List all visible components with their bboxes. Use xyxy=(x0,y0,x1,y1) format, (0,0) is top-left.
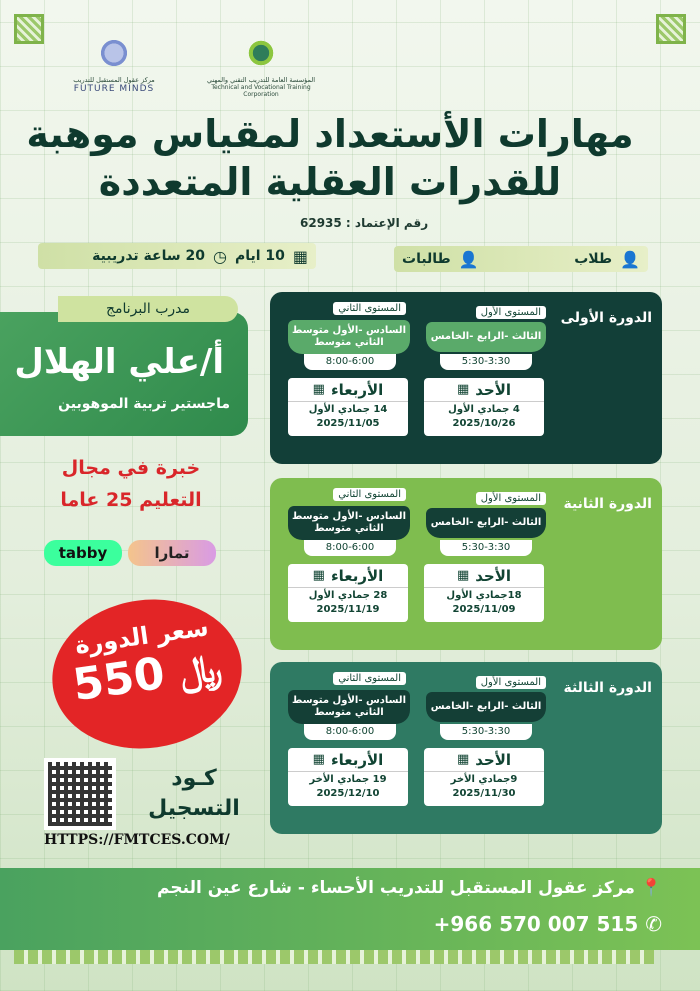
day-1-gregorian: 2025/11/09 xyxy=(452,604,516,615)
clock-icon: ◷ xyxy=(212,246,227,266)
price-label: سعر الدورة xyxy=(73,613,211,660)
day-2-name: الأربعاء xyxy=(330,750,384,769)
brain-icon xyxy=(95,34,133,72)
day-1-box xyxy=(424,748,544,806)
whatsapp-icon: ✆ xyxy=(645,912,662,936)
registration-line-1: كـود xyxy=(171,766,217,791)
hours-count: 20 ساعة تدريبية xyxy=(92,248,205,264)
level-1-grades: الثالث -الرابع -الخامس xyxy=(426,692,546,722)
trainer-name: أ/علي الهلال xyxy=(14,342,224,382)
day-1-header xyxy=(424,748,544,772)
title-line-2: للقدرات العقلية المتعددة xyxy=(98,160,562,204)
day-1-header xyxy=(424,564,544,588)
students-female: طالبات xyxy=(402,251,451,267)
tvtc-emblem-icon xyxy=(242,34,280,72)
phone-number: +966 570 007 515 xyxy=(433,912,639,936)
day-2-box xyxy=(288,748,408,806)
day-2-box xyxy=(288,564,408,622)
calendar-icon: ▦ xyxy=(312,568,325,583)
level-1-tag: المستوى الأول xyxy=(476,492,546,505)
day-1-name: الأحد xyxy=(475,380,512,399)
registration-label xyxy=(124,764,264,824)
calendar-icon: ▦ xyxy=(292,246,308,266)
price-value: 550 xyxy=(69,647,168,712)
title-line-1: مهارات الأستعداد لمقياس موهبة xyxy=(26,112,634,156)
registration-qr[interactable] xyxy=(44,758,116,830)
calendar-icon: ▦ xyxy=(456,568,470,583)
day-1-hijri: 4 جمادي الأول xyxy=(448,404,520,415)
fm-name-ar: مركز عقول المستقبل للتدريب xyxy=(73,76,155,84)
day-2-hijri: 28 جمادي الأول xyxy=(308,590,388,601)
course-card xyxy=(270,478,662,650)
course-name: الدورة الثانية xyxy=(563,496,652,512)
corner-ornament xyxy=(14,14,44,44)
experience-line-2: التعليم 25 عاما xyxy=(60,489,202,511)
address: 📍 مركز عقول المستقبل للتدريب الأحساء - شارع عين النجم xyxy=(157,878,662,898)
audience-pill xyxy=(394,246,648,272)
experience-line-1: خبرة في مجال xyxy=(61,457,201,479)
experience xyxy=(46,452,216,516)
calendar-icon: ▦ xyxy=(312,752,325,767)
level-1-time: 5:30-3:30 xyxy=(440,540,532,556)
page-title xyxy=(0,110,660,206)
day-2-gregorian: 2025/11/19 xyxy=(316,604,380,615)
day-1-name: الأحد xyxy=(475,566,512,585)
students-male: طلاب xyxy=(574,251,613,267)
future-minds-logo xyxy=(66,34,162,94)
course-card xyxy=(270,662,662,834)
footer xyxy=(0,868,700,950)
calendar-icon: ▦ xyxy=(456,382,470,397)
tvtc-logo xyxy=(196,34,326,98)
day-1-hijri: 18جمادي الأول xyxy=(446,590,522,601)
level-1-tag: المستوى الأول xyxy=(476,676,546,689)
day-2-header xyxy=(288,378,408,402)
day-1-hijri: 9جمادي الأخر xyxy=(450,774,518,785)
level-2-grades: السادس -الأول متوسط الثاني متوسط xyxy=(288,690,410,724)
registration-line-2: التسجيل xyxy=(148,796,240,821)
day-2-name: الأربعاء xyxy=(330,380,384,399)
day-2-hijri: 19 جمادي الأخر xyxy=(309,774,387,785)
level-2-time: 8:00-6:00 xyxy=(304,724,396,740)
level-1-grades: الثالث -الرابع -الخامس xyxy=(426,508,546,538)
student-icon: 👤 xyxy=(620,249,640,269)
trainer-label: مدرب البرنامج xyxy=(58,296,238,322)
calendar-icon: ▦ xyxy=(312,382,325,397)
level-2-tag: المستوى الثاني xyxy=(333,672,406,685)
corner-ornament xyxy=(656,14,686,44)
level-2-grades: السادس -الأول متوسط الثاني متوسط xyxy=(288,320,410,354)
day-1-name: الأحد xyxy=(475,750,512,769)
level-2-tag: المستوى الثاني xyxy=(333,302,406,315)
course-name: الدورة الأولى xyxy=(560,310,652,326)
level-1-time: 5:30-3:30 xyxy=(440,724,532,740)
accreditation-number: رقم الإعتماد : 62935 xyxy=(300,216,429,230)
registration-url[interactable]: HTTPS://FMTCES.COM/ xyxy=(44,832,230,848)
trainer-card xyxy=(0,312,248,436)
course-card xyxy=(270,292,662,464)
tvtc-name-ar: المؤسسة العامة للتدريب التقني والمهني xyxy=(206,76,316,84)
day-2-gregorian: 2025/12/10 xyxy=(316,788,380,799)
currency-symbol: ﷼ xyxy=(176,644,225,695)
level-1-tag: المستوى الأول xyxy=(476,306,546,319)
calendar-icon: ▦ xyxy=(456,752,470,767)
tabby-badge: tabby xyxy=(44,540,122,566)
fm-name-en: FUTURE MINDS xyxy=(73,84,155,94)
level-2-tag: المستوى الثاني xyxy=(333,488,406,501)
days-count: 10 ايام xyxy=(234,248,285,264)
level-1-time: 5:30-3:30 xyxy=(440,354,532,370)
trainer-degree: ماجستير تربية الموهوبين xyxy=(58,396,230,412)
female-student-icon: 👤 xyxy=(458,249,479,269)
bottom-ornament xyxy=(14,950,654,964)
level-2-time: 8:00-6:00 xyxy=(304,540,396,556)
day-2-name: الأربعاء xyxy=(330,566,384,585)
level-2-grades: السادس -الأول متوسط الثاني متوسط xyxy=(288,506,410,540)
day-2-header xyxy=(288,564,408,588)
phone[interactable] xyxy=(434,912,662,936)
price-badge xyxy=(43,587,252,760)
tvtc-name-en: Technical and Vocational Training Corporation xyxy=(211,84,311,98)
day-2-header xyxy=(288,748,408,772)
day-2-box xyxy=(288,378,408,436)
duration-pill xyxy=(38,243,316,269)
day-2-hijri: 14 جمادي الأول xyxy=(308,404,388,415)
course-name: الدورة الثالثة xyxy=(563,680,652,696)
level-1-grades: الثالث -الرابع -الخامس xyxy=(426,322,546,352)
tamara-badge: تمارا xyxy=(128,540,216,566)
address-text: مركز عقول المستقبل للتدريب الأحساء - شارع عين النجم xyxy=(157,878,635,898)
qr-code-icon xyxy=(48,762,112,826)
day-2-gregorian: 2025/11/05 xyxy=(316,418,380,429)
day-1-gregorian: 2025/11/30 xyxy=(452,788,516,799)
day-1-gregorian: 2025/10/26 xyxy=(452,418,516,429)
day-1-box xyxy=(424,564,544,622)
day-1-box xyxy=(424,378,544,436)
day-1-header xyxy=(424,378,544,402)
level-2-time: 8:00-6:00 xyxy=(304,354,396,370)
